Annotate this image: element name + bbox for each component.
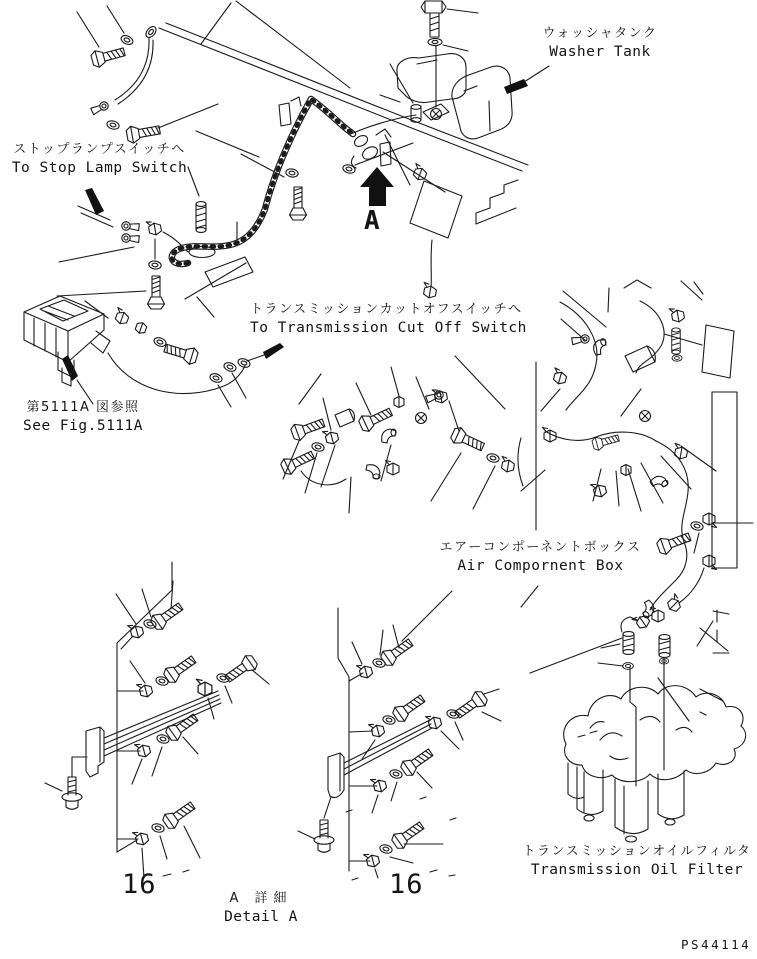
detail-assembly-left-drawing xyxy=(45,562,269,878)
bolt-cluster-drawing xyxy=(279,356,515,513)
label-stop-lamp-switch xyxy=(2,142,197,177)
stop-lamp-arrowhead xyxy=(85,188,104,215)
label-air-component-box-en: Air Compornent Box xyxy=(457,558,624,575)
air-component-harness-drawing xyxy=(518,280,753,651)
detail-assembly-right-drawing xyxy=(298,586,538,880)
label-see-fig xyxy=(18,400,148,435)
label-detail-a-jp: A 詳細 xyxy=(229,891,293,906)
cutoff-switch-arrowhead xyxy=(263,343,284,359)
stop-lamp-terminals-drawing xyxy=(57,167,199,309)
callout-16-left: 16 xyxy=(122,869,157,900)
switch-box-drawing xyxy=(24,296,246,407)
drawing-code: PS44114 xyxy=(681,937,752,952)
label-see-fig-jp: 第5111A 図参照 xyxy=(26,400,140,415)
label-transmission-oil-filter-jp: トランスミッションオイルフィルタ xyxy=(522,844,752,859)
view-a-arrow xyxy=(360,167,394,206)
label-see-fig-en: See Fig.5111A xyxy=(23,418,143,435)
label-transmission-cut-off-switch-jp: トランスミッションカットオフスイッチへ xyxy=(250,302,523,317)
view-a-marker: A xyxy=(364,206,380,236)
label-stop-lamp-switch-jp: ストップランプスイッチへ xyxy=(13,142,186,157)
label-detail-a xyxy=(196,891,326,926)
label-washer-tank xyxy=(510,26,690,61)
leader-arrow-lines xyxy=(77,66,549,404)
label-washer-tank-jp: ウォッシャタンク xyxy=(542,26,658,41)
label-transmission-cut-off-switch xyxy=(250,302,527,337)
label-transmission-oil-filter-en: Transmission Oil Filter xyxy=(530,862,744,879)
label-air-component-box xyxy=(438,540,643,575)
label-transmission-cut-off-switch-en: To Transmission Cut Off Switch xyxy=(250,320,527,337)
label-air-component-box-jp: エアーコンポーネントボックス xyxy=(439,540,642,555)
label-washer-tank-en: Washer Tank xyxy=(549,44,651,61)
label-detail-a-en: Detail A xyxy=(224,909,298,926)
label-transmission-oil-filter xyxy=(522,844,752,879)
see-fig-arrowhead xyxy=(62,355,78,381)
callout-16-right: 16 xyxy=(389,869,424,900)
oil-filter-drawing xyxy=(530,594,746,842)
label-stop-lamp-switch-en: To Stop Lamp Switch xyxy=(11,160,188,177)
